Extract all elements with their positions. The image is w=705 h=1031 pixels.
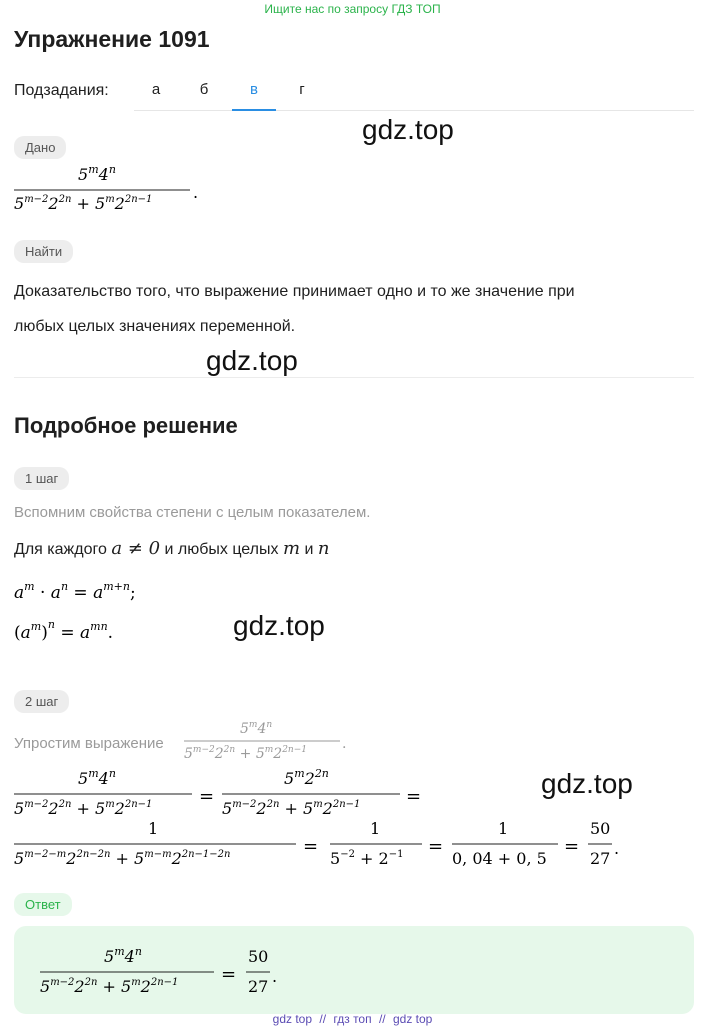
svg-text:.: .: [342, 736, 347, 752]
footer-links: [0, 1012, 705, 1026]
watermark: gdz.top: [206, 345, 298, 376]
page-title: Упражнение 1091: [14, 26, 210, 52]
svg-text:27: 27: [590, 849, 611, 868]
svg-text:=: =: [564, 836, 580, 857]
svg-text:5m−2−m22n−2n + 5m−m22n−1−2n: $5^{m-2-m}2^{2n-2n} + 5^{m-m}2^{2n-1-2n}$: [14, 849, 231, 868]
step2-inline-expression: [182, 716, 352, 766]
step1-condition: [14, 538, 329, 559]
find-text-line1: Доказательство того, что выражение принимает одно и то же значение при: [14, 283, 575, 300]
subtasks-tabs: [134, 76, 694, 111]
math-a-neq-0: a ≠ 0: [111, 538, 161, 559]
divider: [14, 377, 694, 378]
math-n: n: [317, 538, 330, 559]
step2-intro: Упростим выражение: [14, 735, 164, 752]
svg-text:50: 50: [248, 947, 269, 966]
footer-link[interactable]: gdz top: [272, 1012, 313, 1026]
svg-text:5m−222n + 5m22n−1: $5^{m-2}2^{2n} + 5^m2^{2n-1}$: [184, 745, 307, 762]
svg-text:=: =: [199, 786, 215, 807]
subtasks-label: Подзадания:: [14, 82, 109, 99]
footer-separator: //: [319, 1012, 327, 1026]
svg-text:5m4n: 5$^m$4$^n$: [104, 945, 142, 966]
svg-text:1: 1: [370, 819, 381, 838]
svg-text:27: 27: [248, 977, 269, 996]
given-badge: Дано: [14, 136, 66, 159]
svg-text:5m−222n + 5m22n−1: $5^{m-2}2^{2n} + 5^m2^{2n-1}$: [40, 977, 179, 996]
step2-badge: 2 шаг: [14, 690, 69, 713]
footer-link[interactable]: гдз топ: [333, 1012, 372, 1026]
svg-text:50: 50: [590, 819, 611, 838]
step1-and: и: [304, 541, 314, 558]
svg-text:=: =: [428, 836, 444, 857]
svg-text:0, 04 + 0, 5: 0, 04 + 0, 5: [452, 849, 547, 868]
tab-g[interactable]: г: [299, 81, 305, 98]
svg-text:5m4n: 5$^m$4$^n$: [78, 163, 116, 184]
answer-expression: [38, 942, 298, 1000]
answer-badge: Ответ: [14, 893, 72, 916]
svg-text:.: .: [193, 183, 199, 202]
given-expression: [12, 160, 212, 216]
footer-separator: //: [378, 1012, 386, 1026]
svg-text:.: .: [614, 839, 620, 858]
step1-for-each: Для каждого: [14, 541, 107, 558]
tab-a[interactable]: а: [151, 81, 161, 98]
svg-text:1: 1: [498, 819, 509, 838]
math-m: m: [282, 538, 301, 559]
svg-text:=: =: [303, 836, 319, 857]
footer-link[interactable]: gdz top: [392, 1012, 433, 1026]
svg-text:5m4n: 5$^m$4$^n$: [240, 720, 273, 737]
svg-text:5m4n: 5$^m$4$^n$: [78, 767, 116, 788]
svg-text:=: =: [406, 786, 422, 807]
find-badge: Найти: [14, 240, 73, 263]
step1-badge: 1 шаг: [14, 467, 69, 490]
power-properties: [12, 576, 212, 646]
svg-text:am · an = am+n;: $a^m \cdot a^n = a^{m+n}$;: [14, 580, 136, 603]
svg-text:5m22n: $5^m2^{2n}$: [284, 767, 329, 788]
svg-text:(am)n = amn.: $(a^m)^n = a^{mn}$.: [14, 618, 114, 643]
svg-text:5m−222n + 5m22n−1: $5^{m-2}2^{2n} + 5^m2^{2n-1}$: [222, 799, 361, 818]
step1-any-integer: и любых целых: [164, 541, 279, 558]
search-hint-link[interactable]: Ищите нас по запросу ГДЗ ТОП: [264, 2, 441, 16]
tab-v[interactable]: в: [232, 76, 276, 111]
svg-text:5m−222n + 5m22n−1: $5^{m-2}2^{2n} + 5^m2^{2n-1}$: [14, 799, 153, 818]
svg-text:1: 1: [148, 819, 159, 838]
watermark: gdz.top: [233, 610, 325, 641]
svg-text:5m−222n + 5m22n−1: $5^{m-2}2^{2n} + 5^m2^{2n-1}$: [14, 194, 153, 213]
watermark: gdz.top: [362, 114, 454, 145]
step2-equation-line2: [12, 814, 632, 872]
svg-text:5−2 + 2−1: $5^{-2} + 2^{-1}$: [330, 849, 404, 868]
step1-intro: Вспомним свойства степени с целым показателем.: [14, 504, 371, 521]
svg-text:=: =: [221, 964, 237, 985]
find-text-line2: любых целых значениях переменной.: [14, 318, 296, 335]
solution-heading: Подробное решение: [14, 413, 238, 438]
watermark: gdz.top: [541, 768, 633, 799]
tab-b[interactable]: б: [199, 81, 209, 98]
svg-text:.: .: [272, 967, 278, 986]
